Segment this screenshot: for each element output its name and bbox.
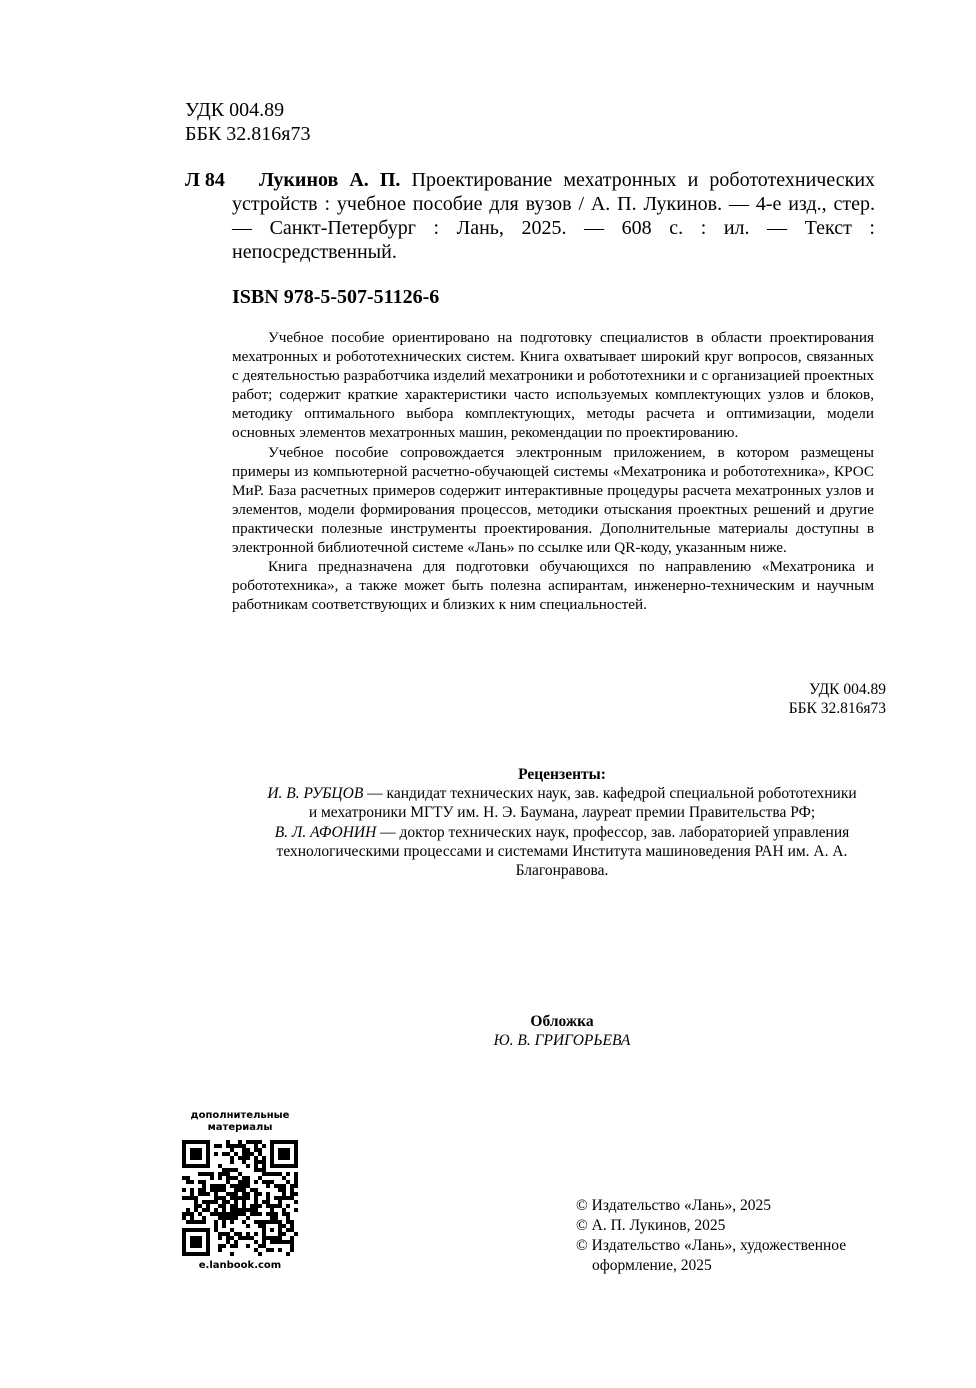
qr-caption-line: дополнительные (190, 1110, 290, 1121)
reviewers (262, 765, 862, 880)
copyright-line: © Издательство «Лань», художественное оформление, 2025 (576, 1237, 847, 1274)
entry-description: Проектирование мехатронных и робототехнических устройств : учебное пособие для вузов / А. П. Лукинов. — 4-е изд., стер. — Санкт-Петербург : Лань, 2025. — 608 с. : ил. — Текст : непосредственный. (232, 169, 876, 263)
cover-heading: Обложка (530, 1013, 594, 1030)
annotation-paragraph: Учебное пособие ориентировано на подготовку специалистов в области проектирования мехатронных и робототехнических систем. Книга охватывает широкий круг вопросов, связанных с деятельностью разработчика изделий мехатроники и робототехники и с организацией проектных работ; содержит краткие характеристики часто используемых комплектующих узлов и блоков, методику оптимального выбора комплектующих, методы расчета и оптимизации, модели основных элементов мехатронных машин, рекомендации по проектированию. (232, 329, 874, 442)
bbk-code: ББК 32.816я73 (788, 700, 886, 717)
copyright-line: © А. П. Лукинов, 2025 (576, 1217, 726, 1234)
isbn: ISBN 978-5-507-51126-6 (232, 286, 440, 308)
qr-block (170, 1110, 310, 1272)
entry-body (232, 168, 875, 264)
udk-code: УДК 004.89 (809, 681, 886, 698)
annotation-paragraph: Учебное пособие сопровождается электронным приложением, в котором размещены примеры из компьютерной расчетно-обучающей системы «Мехатроника и робототехника», КРОС МиР. База расчетных примеров содержит интерактивные процедуры расчета мехатронных узлов и элементов, модели формирования процессов, методики отыскания проектных решений и другие практически полезные инструменты проектирования. Дополнительные материалы доступны в электронной библиотечной системе «Лань» по ссылке или QR-коду, указанным ниже. (232, 443, 874, 557)
bibliographic-entry (185, 168, 875, 264)
udk-code: УДК 004.89 (185, 99, 285, 121)
author-mark: Л 84 (185, 169, 225, 191)
reviewer-description: — кандидат технических наук, зав. кафедрой специальной робототехники и мехатроники МГТУ им. Н. Э. Баумана, лауреат премии Правительства РФ; (308, 785, 857, 822)
cover-designer: Ю. В. ГРИГОРЬЕВА (493, 1032, 631, 1049)
annotation-paragraph: Книга предназначена для подготовки обучающихся по направлению «Мехатроника и робототехника», а также может быть полезна аспирантам, инженерно-техническим и научным работникам соответствующих и близких к ним специальностей. (232, 558, 874, 614)
qr-code-icon[interactable] (182, 1140, 298, 1256)
classification-top (185, 98, 311, 146)
entry-author: Лукинов А. П. (259, 169, 401, 191)
reviewer-name: И. В. РУБЦОВ (267, 785, 364, 803)
reviewers-heading: Рецензенты: (518, 766, 606, 783)
qr-url[interactable]: e.lanbook.com (198, 1260, 282, 1271)
copyright-line: © Издательство «Лань», 2025 (576, 1197, 772, 1214)
bbk-code: ББК 32.816я73 (185, 123, 311, 145)
reviewer-description: — доктор технических наук, профессор, зав. лабораторией управления технологическими процессами и системами Института машиноведения РАН им. А. А. Благонравова. (276, 823, 850, 880)
reviewer-name: В. Л. АФОНИН (274, 823, 377, 841)
classification-right (690, 680, 886, 718)
copyright (576, 1196, 886, 1276)
reviewer-entry (262, 823, 862, 881)
qr-caption-line: материалы (207, 1122, 273, 1133)
reviewer-entry (262, 784, 862, 822)
annotation (232, 328, 874, 614)
cover-credit (412, 1012, 712, 1050)
